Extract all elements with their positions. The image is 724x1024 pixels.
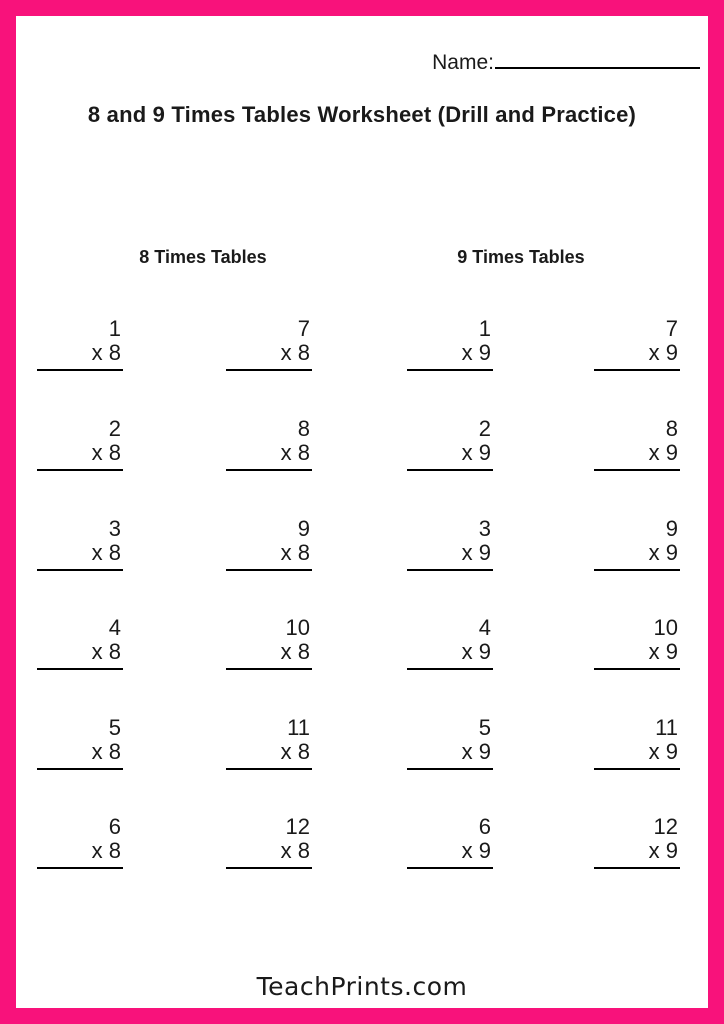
- multiplier-row: x 8: [280, 540, 310, 565]
- multiplier-row: x 9: [648, 440, 678, 465]
- multiplicand: 11: [287, 715, 310, 740]
- multiplication-problem: [37, 815, 123, 869]
- multiplicand: 3: [478, 516, 491, 541]
- multiplier-row: x 9: [648, 540, 678, 565]
- answer-line: [594, 369, 680, 371]
- multiplier-row: x 8: [91, 340, 121, 365]
- multiplier-row: x 8: [91, 540, 121, 565]
- multiplier-row: x 8: [280, 739, 310, 764]
- multiplication-problem: [37, 517, 123, 571]
- multiplier-row: x 9: [648, 340, 678, 365]
- multiplicand: 9: [297, 516, 310, 541]
- multiplicand: 5: [478, 715, 491, 740]
- answer-line: [226, 469, 312, 471]
- answer-line: [594, 569, 680, 571]
- answer-line: [407, 768, 493, 770]
- answer-line: [226, 369, 312, 371]
- multiplier-row: x 9: [648, 639, 678, 664]
- multiplicand: 3: [108, 516, 121, 541]
- multiplicand: 9: [665, 516, 678, 541]
- multiplicand: 7: [665, 316, 678, 341]
- multiplication-problem: [594, 517, 680, 571]
- answer-line: [407, 369, 493, 371]
- multiplication-problem: [37, 716, 123, 770]
- multiplicand: 5: [108, 715, 121, 740]
- multiplicand: 6: [108, 814, 121, 839]
- answer-line: [226, 768, 312, 770]
- multiplication-problem: [226, 417, 312, 471]
- multiplicand: 10: [285, 615, 310, 640]
- multiplicand: 6: [478, 814, 491, 839]
- answer-line: [407, 668, 493, 670]
- answer-line: [407, 469, 493, 471]
- answer-line: [407, 867, 493, 869]
- multiplication-problem: [226, 716, 312, 770]
- multiplication-problem: [407, 616, 493, 670]
- multiplication-problem: [407, 517, 493, 571]
- answer-line: [37, 668, 123, 670]
- multiplier-row: x 8: [280, 340, 310, 365]
- answer-line: [594, 668, 680, 670]
- answer-line: [226, 569, 312, 571]
- answer-line: [594, 469, 680, 471]
- multiplicand: 10: [653, 615, 678, 640]
- answer-line: [37, 469, 123, 471]
- multiplier-row: x 8: [280, 440, 310, 465]
- multiplicand: 8: [665, 416, 678, 441]
- multiplication-problem: [37, 616, 123, 670]
- multiplication-problem: [594, 815, 680, 869]
- multiplicand: 12: [285, 814, 310, 839]
- answer-line: [37, 369, 123, 371]
- multiplication-problem: [37, 317, 123, 371]
- multiplication-problem: [226, 317, 312, 371]
- answer-line: [226, 867, 312, 869]
- answer-line: [37, 768, 123, 770]
- multiplicand: 4: [478, 615, 491, 640]
- multiplicand: 1: [108, 316, 121, 341]
- multiplier-row: x 8: [91, 739, 121, 764]
- multiplicand: 8: [297, 416, 310, 441]
- answer-line: [226, 668, 312, 670]
- multiplicand: 2: [478, 416, 491, 441]
- multiplication-problem: [226, 815, 312, 869]
- answer-line: [594, 867, 680, 869]
- multiplier-row: x 8: [280, 639, 310, 664]
- multiplier-row: x 9: [461, 639, 491, 664]
- multiplier-row: x 9: [648, 838, 678, 863]
- multiplication-problem: [594, 417, 680, 471]
- multiplier-row: x 8: [91, 639, 121, 664]
- multiplicand: 7: [297, 316, 310, 341]
- answer-line: [37, 867, 123, 869]
- multiplier-row: x 8: [280, 838, 310, 863]
- answer-line: [407, 569, 493, 571]
- multiplicand: 11: [655, 715, 678, 740]
- multiplication-problem: [226, 616, 312, 670]
- multiplicand: 1: [478, 316, 491, 341]
- multiplier-row: x 8: [91, 838, 121, 863]
- section-heading-9-times-tables: 9 Times Tables: [457, 247, 585, 267]
- multiplier-row: x 8: [91, 440, 121, 465]
- multiplicand: 2: [108, 416, 121, 441]
- multiplier-row: x 9: [461, 340, 491, 365]
- multiplication-problem: [407, 716, 493, 770]
- name-blank-line: [495, 46, 700, 69]
- multiplication-problem: [594, 616, 680, 670]
- multiplication-problem: [594, 317, 680, 371]
- multiplication-problem: [407, 417, 493, 471]
- multiplier-row: x 9: [461, 739, 491, 764]
- multiplier-row: x 9: [461, 838, 491, 863]
- section-heading-8-times-tables: 8 Times Tables: [139, 247, 267, 267]
- answer-line: [37, 569, 123, 571]
- multiplier-row: x 9: [461, 540, 491, 565]
- page-title: 8 and 9 Times Tables Worksheet (Drill and Practice): [87, 102, 637, 127]
- multiplier-row: x 9: [648, 739, 678, 764]
- answer-line: [594, 768, 680, 770]
- name-label: Name:: [432, 51, 494, 74]
- multiplier-row: x 9: [461, 440, 491, 465]
- multiplication-problem: [226, 517, 312, 571]
- multiplication-problem: [37, 417, 123, 471]
- multiplication-problem: [407, 815, 493, 869]
- footer-brand: TeachPrints.com: [256, 972, 468, 1001]
- multiplication-problem: [594, 716, 680, 770]
- multiplication-problem: [407, 317, 493, 371]
- multiplicand: 4: [108, 615, 121, 640]
- name-field: [432, 46, 700, 75]
- multiplicand: 12: [653, 814, 678, 839]
